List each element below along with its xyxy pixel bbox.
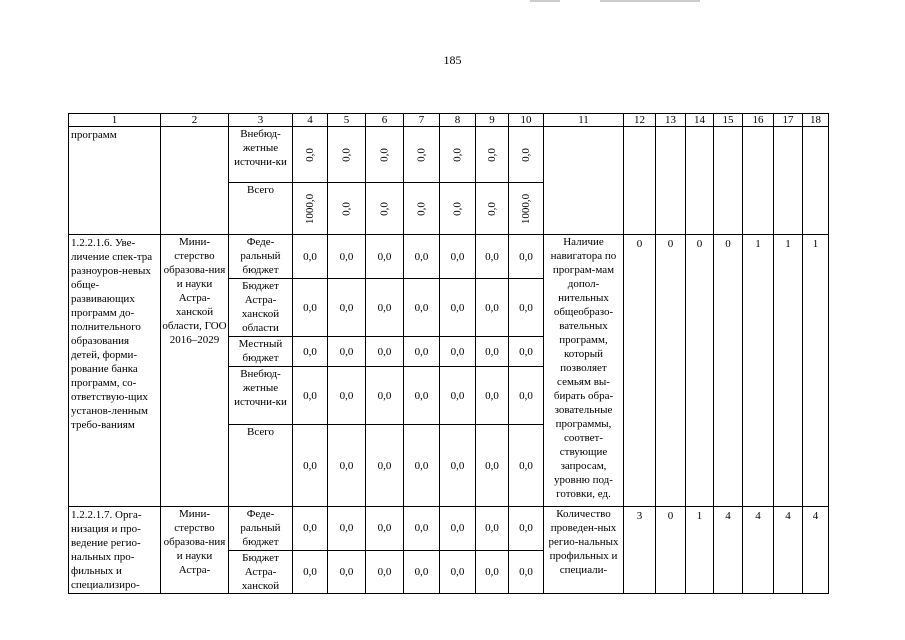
target-cell: 1 [803, 235, 829, 507]
target-cell: 1 [686, 507, 714, 594]
table-row [69, 235, 829, 279]
amount-cell: 1000,0 [509, 183, 544, 235]
amount-cell: 0,0 [293, 507, 328, 551]
header-row [69, 114, 829, 127]
amount-cell: 0,0 [440, 550, 476, 594]
header-cell: 18 [803, 114, 829, 127]
amount-cell: 0,0 [404, 507, 440, 551]
amount-cell: 0,0 [476, 550, 509, 594]
target-cell: 0 [624, 235, 656, 507]
activity-name: 1.2.2.1.6. Уве-личение спек-тра разноуров-невых обще-развивающих программ до-полнительного образования детей, форми-рование банка программ, со-ответствую-щих установ-ленным требо-ваниям [69, 235, 161, 507]
indicator-cell: Наличие навигатора по програм-мам допол-нительных общеобразо-вательных программ, который позволяет семьям вы-бирать обра-зовательные программы, соответ-ствующие запросам, уровню под-готовки, ед. [544, 235, 624, 507]
header-cell: 2 [161, 114, 229, 127]
amount-cell: 0,0 [440, 279, 476, 337]
page-number: 185 [443, 53, 462, 67]
amount-cell: 0,0 [509, 507, 544, 551]
amount-cell: 0,0 [328, 337, 366, 367]
executor-cell: Мини-стерство образова-ния и науки Астра- [161, 507, 229, 594]
header-cell: 6 [366, 114, 404, 127]
amount-cell: 0,0 [328, 279, 366, 337]
amount-cell: 0,0 [366, 127, 404, 183]
target-cell: 3 [624, 507, 656, 594]
amount-cell: 0,0 [293, 425, 328, 507]
amount-cell: 0,0 [509, 235, 544, 279]
header-cell: 17 [774, 114, 803, 127]
amount-cell: 1000,0 [293, 183, 328, 235]
funding-source: Всего [229, 183, 293, 235]
target-cell [743, 127, 774, 235]
amount-cell: 0,0 [366, 337, 404, 367]
amount-cell: 0,0 [366, 507, 404, 551]
target-cell: 4 [803, 507, 829, 594]
header-cell: 5 [328, 114, 366, 127]
amount-cell: 0,0 [440, 183, 476, 235]
amount-cell: 0,0 [366, 235, 404, 279]
header-cell: 1 [69, 114, 161, 127]
amount-cell: 0,0 [293, 279, 328, 337]
amount-cell: 0,0 [440, 337, 476, 367]
amount-cell: 0,0 [366, 550, 404, 594]
target-cell: 0 [656, 507, 686, 594]
amount-cell: 0,0 [440, 507, 476, 551]
header-cell: 4 [293, 114, 328, 127]
target-cell: 0 [714, 235, 743, 507]
header-cell: 8 [440, 114, 476, 127]
amount-cell: 0,0 [328, 507, 366, 551]
target-cell [774, 127, 803, 235]
funding-source: Феде-ральный бюджет [229, 507, 293, 551]
amount-cell: 0,0 [440, 367, 476, 425]
amount-cell: 0,0 [404, 127, 440, 183]
amount-cell: 0,0 [366, 183, 404, 235]
amount-cell: 0,0 [476, 425, 509, 507]
activity-name: программ [69, 127, 161, 235]
target-cell: 1 [774, 235, 803, 507]
header-cell: 12 [624, 114, 656, 127]
target-cell: 4 [714, 507, 743, 594]
header-cell: 16 [743, 114, 774, 127]
amount-cell: 0,0 [328, 127, 366, 183]
funding-source: Внебюд-жетные источни-ки [229, 367, 293, 425]
funding-source: Внебюд-жетные источни-ки [229, 127, 293, 183]
target-cell [714, 127, 743, 235]
amount-cell: 0,0 [509, 337, 544, 367]
executor-cell: Мини-стерство образова-ния и науки Астра-ханской области, ГОО 2016–2029 [161, 235, 229, 507]
amount-cell: 0,0 [476, 507, 509, 551]
target-cell [686, 127, 714, 235]
amount-cell: 0,0 [440, 425, 476, 507]
activity-name: 1.2.2.1.7. Орга-низация и про-ведение регио-нальных про-фильных и специализиро- [69, 507, 161, 594]
target-cell: 4 [743, 507, 774, 594]
table-row [69, 507, 829, 551]
amount-cell: 0,0 [404, 279, 440, 337]
amount-cell: 0,0 [476, 183, 509, 235]
header-cell: 9 [476, 114, 509, 127]
target-cell: 4 [774, 507, 803, 594]
amount-cell: 0,0 [293, 127, 328, 183]
amount-cell: 0,0 [328, 550, 366, 594]
amount-cell: 0,0 [476, 337, 509, 367]
header-cell: 11 [544, 114, 624, 127]
indicator-cell [544, 127, 624, 235]
amount-cell: 0,0 [366, 425, 404, 507]
amount-cell: 0,0 [328, 425, 366, 507]
amount-cell: 0,0 [328, 183, 366, 235]
target-cell: 0 [686, 235, 714, 507]
amount-cell: 0,0 [404, 425, 440, 507]
top-edge-marks [0, 0, 905, 8]
header-cell: 7 [404, 114, 440, 127]
amount-cell: 0,0 [509, 127, 544, 183]
indicator-cell: Количество проведен-ных регио-нальных профильных и специали- [544, 507, 624, 594]
amount-cell: 0,0 [404, 235, 440, 279]
amount-cell: 0,0 [476, 235, 509, 279]
target-cell: 1 [743, 235, 774, 507]
target-cell [624, 127, 656, 235]
funding-source: Местный бюджет [229, 337, 293, 367]
target-cell [656, 127, 686, 235]
amount-cell: 0,0 [509, 279, 544, 337]
funding-source: Бюджет Астра-ханской [229, 550, 293, 594]
budget-table [68, 113, 829, 594]
amount-cell: 0,0 [440, 127, 476, 183]
amount-cell: 0,0 [366, 279, 404, 337]
amount-cell: 0,0 [476, 127, 509, 183]
amount-cell: 0,0 [440, 235, 476, 279]
amount-cell: 0,0 [404, 550, 440, 594]
amount-cell: 0,0 [293, 235, 328, 279]
amount-cell: 0,0 [509, 367, 544, 425]
header-cell: 3 [229, 114, 293, 127]
amount-cell: 0,0 [293, 367, 328, 425]
amount-cell: 0,0 [328, 367, 366, 425]
header-cell: 15 [714, 114, 743, 127]
amount-cell: 0,0 [293, 337, 328, 367]
amount-cell: 0,0 [404, 337, 440, 367]
amount-cell: 0,0 [509, 550, 544, 594]
executor-cell [161, 127, 229, 235]
amount-cell: 0,0 [404, 183, 440, 235]
amount-cell: 0,0 [404, 367, 440, 425]
amount-cell: 0,0 [366, 367, 404, 425]
funding-source: Бюджет Астра-ханской области [229, 279, 293, 337]
funding-source: Феде-ральный бюджет [229, 235, 293, 279]
header-cell: 13 [656, 114, 686, 127]
table-row [69, 127, 829, 183]
amount-cell: 0,0 [476, 367, 509, 425]
funding-source: Всего [229, 425, 293, 507]
header-cell: 14 [686, 114, 714, 127]
target-cell: 0 [656, 235, 686, 507]
target-cell [803, 127, 829, 235]
amount-cell: 0,0 [476, 279, 509, 337]
header-cell: 10 [509, 114, 544, 127]
amount-cell: 0,0 [509, 425, 544, 507]
amount-cell: 0,0 [328, 235, 366, 279]
amount-cell: 0,0 [293, 550, 328, 594]
